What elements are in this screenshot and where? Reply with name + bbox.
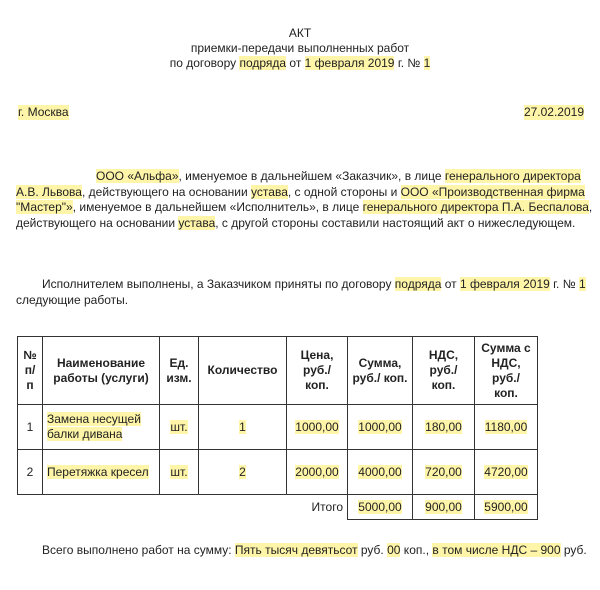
qty-value: 1 <box>239 420 246 434</box>
contract-text: от <box>286 56 305 70</box>
cell-name <box>43 405 160 450</box>
customer-name: ООО «Альфа» <box>96 169 179 183</box>
total-value: 4720,00 <box>484 465 528 479</box>
cell-unit <box>160 405 199 450</box>
works-text: следующие работы. <box>16 292 129 307</box>
customer-person: А.В. Львова <box>16 184 82 199</box>
works-table <box>17 336 538 520</box>
contract-text: г. № <box>394 56 424 70</box>
sum-value: 4000,00 <box>358 465 402 479</box>
cell-total <box>475 405 538 450</box>
customer-basis: устава <box>251 184 288 199</box>
empty-cell <box>43 495 160 520</box>
intro-paragraph <box>16 169 596 231</box>
intro-text: , именуемое в дальнейшем «Заказчик», в лице <box>178 169 445 183</box>
act-title: АКТ <box>288 26 312 40</box>
works-contract-date: 1 февраля 2019 <box>460 277 550 291</box>
unit-value: шт. <box>170 420 188 434</box>
cell-price <box>287 405 348 450</box>
works-text: от <box>441 277 460 291</box>
header-total: Сумма с НДС, руб./ коп. <box>475 337 538 405</box>
intro-text: , с одной стороны и <box>287 184 401 199</box>
contractor-name: ООО «Производственная фирма "Мастер"» <box>16 184 585 214</box>
act-subtitle: приемки-передачи выполненных работ <box>190 41 410 55</box>
customer-position: генерального директора <box>444 169 581 183</box>
cell-vat <box>413 450 475 495</box>
vat-value: 720,00 <box>425 465 462 479</box>
contract-type: подряда <box>239 56 287 70</box>
totals-vat-value: 900,00 <box>425 500 462 514</box>
header-num: № п/ п <box>18 337 43 405</box>
cell-name <box>43 450 160 495</box>
price-value: 1000,00 <box>295 420 339 434</box>
contractor-basis: устава <box>178 215 216 230</box>
cell-num: 2 <box>18 450 43 495</box>
cell-price <box>287 450 348 495</box>
totals-vat <box>413 495 475 520</box>
cell-num: 1 <box>18 405 43 450</box>
header-price: Цена, руб./ коп. <box>287 337 348 405</box>
header-qty: Количество <box>199 337 287 405</box>
cell-vat <box>413 405 475 450</box>
empty-cell <box>160 495 199 520</box>
intro-text: , действующего на основании <box>81 184 252 199</box>
totals-sum <box>348 495 413 520</box>
works-contract-number: 1 <box>578 277 586 291</box>
work-name: Замена несущей балки дивана <box>47 412 141 441</box>
summary-text: Всего выполнено работ на сумму: <box>42 543 235 557</box>
totals-sum-value: 5000,00 <box>358 500 402 514</box>
header-sum: Сумма, руб./ коп. <box>348 337 413 405</box>
totals-total-value: 5900,00 <box>484 500 528 514</box>
contractor-person: генерального директора П.А. Беспалова <box>362 200 589 214</box>
cell-total <box>475 450 538 495</box>
total-value: 1180,00 <box>484 420 528 434</box>
unit-value: шт. <box>170 465 188 479</box>
place: г. Москва <box>18 105 69 119</box>
price-value: 2000,00 <box>295 465 339 479</box>
summary-kopecks: 00 <box>387 543 401 557</box>
work-name: Перетяжка кресел <box>47 464 149 479</box>
cell-sum <box>348 450 413 495</box>
intro-text: , именуемое в дальнейшем «Исполнитель», в лице <box>72 200 363 214</box>
cell-unit <box>160 450 199 495</box>
works-paragraph <box>16 277 596 308</box>
act-contract-line <box>0 56 600 71</box>
works-contract-type: подряда <box>394 277 442 291</box>
summary-text: руб. <box>560 543 587 557</box>
sum-value: 1000,00 <box>358 420 402 434</box>
works-text: Исполнителем выполнены, а Заказчиком приняты по договору <box>42 277 395 291</box>
empty-cell <box>199 495 287 520</box>
totals-row <box>18 495 538 520</box>
summary-text: коп., <box>400 543 433 557</box>
summary-paragraph <box>16 543 596 559</box>
cell-qty <box>199 450 287 495</box>
table-row <box>18 405 538 450</box>
intro-text: , действующего на основании <box>16 200 593 230</box>
summary-vat: в том числе НДС – 900 <box>432 543 561 557</box>
summary-amount-words: Пять тысяч девятьсот <box>234 543 358 557</box>
vat-value: 180,00 <box>425 420 462 434</box>
header-name: Наименование работы (услуги) <box>43 337 160 405</box>
table-header-row <box>18 337 538 405</box>
totals-label: Итого <box>311 500 343 515</box>
contract-date: 1 февраля 2019 <box>304 56 395 70</box>
cell-sum <box>348 405 413 450</box>
header-unit: Ед. изм. <box>160 337 199 405</box>
date: 27.02.2019 <box>523 105 584 119</box>
empty-cell <box>18 495 43 520</box>
qty-value: 2 <box>239 465 246 479</box>
contract-text: по договору <box>169 56 240 70</box>
totals-total <box>475 495 538 520</box>
works-text: г. № <box>549 277 579 291</box>
intro-text: , с другой стороны составили настоящий акт о нижеследующем. <box>215 215 576 230</box>
summary-text: руб. <box>357 543 388 557</box>
contract-number: 1 <box>423 56 431 70</box>
cell-qty <box>199 405 287 450</box>
table-row <box>18 450 538 495</box>
header-vat: НДС, руб./ коп. <box>413 337 475 405</box>
